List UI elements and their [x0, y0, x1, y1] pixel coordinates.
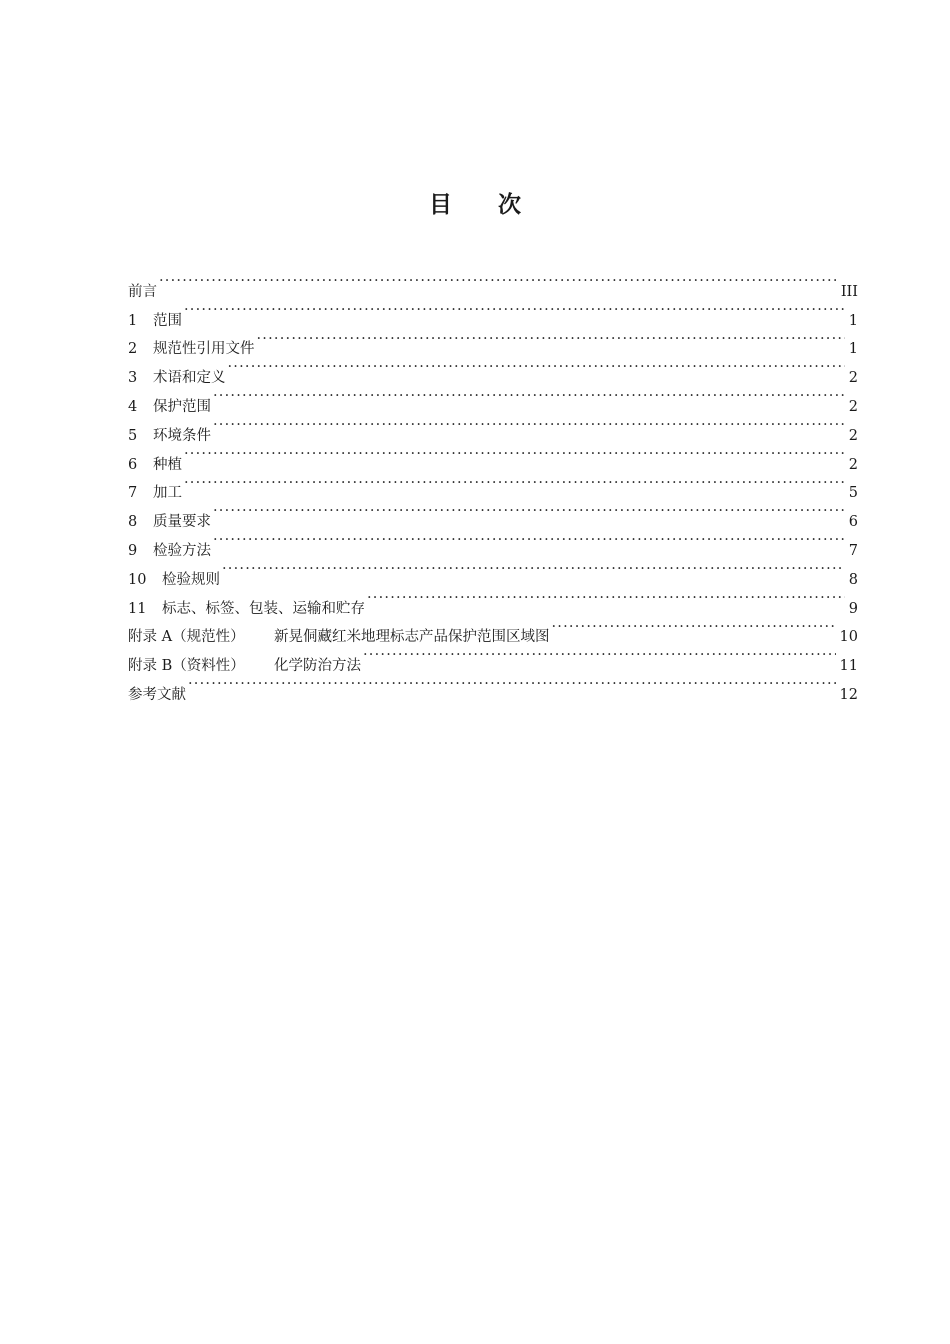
toc-page-number: 1: [848, 312, 858, 329]
toc-entry-label: 参考文献: [128, 686, 186, 703]
toc-entry-label: 标志、标签、包装、运输和贮存: [162, 600, 365, 617]
page-title: [0, 186, 950, 219]
toc-entry-number: 5: [128, 427, 138, 444]
toc-page-number: 2: [848, 427, 858, 444]
toc-entry-number: 3: [128, 370, 138, 387]
toc-leader-dots: [213, 526, 845, 555]
toc-entry-5[interactable]: [128, 411, 858, 444]
toc-page-number: 9: [848, 600, 858, 617]
toc-leader-dots: [367, 584, 845, 613]
toc-entry-foreword[interactable]: [128, 267, 858, 300]
toc-entry-number: 6: [128, 456, 138, 473]
toc-entry-number: 4: [128, 398, 138, 415]
toc-entry-4[interactable]: [128, 382, 858, 415]
toc-entry-label: 规范性引用文件: [153, 341, 255, 358]
toc-appendix-number: 附录 B（资料性）: [128, 658, 245, 675]
toc-entry-1[interactable]: [128, 296, 858, 329]
toc-entry-number: 11: [128, 600, 147, 617]
toc-entry-2[interactable]: [128, 325, 858, 358]
toc-entry-number: 9: [128, 542, 138, 559]
toc-entry-label: 检验方法: [153, 542, 211, 559]
toc-entry-label: 检验规则: [162, 571, 220, 588]
toc-entry-label: 质量要求: [153, 514, 211, 531]
toc-leader-dots: [184, 469, 845, 498]
toc-page-number: 2: [848, 398, 858, 415]
title-char-1: 目: [429, 192, 452, 218]
toc-entry-8[interactable]: [128, 497, 858, 531]
toc-entry-9[interactable]: [128, 526, 858, 559]
toc-leader-dots: [228, 353, 845, 382]
title-char-2: 次: [498, 192, 521, 218]
toc-entry-11[interactable]: [128, 584, 858, 617]
toc-entry-number: 1: [128, 312, 138, 329]
toc-entry-number: 8: [128, 514, 138, 531]
toc-entry-number: 7: [128, 485, 138, 502]
toc-entry-label: 保护范围: [153, 398, 211, 415]
toc-page-number: 2: [848, 456, 858, 473]
table-of-contents: [128, 267, 858, 703]
toc-entry-number: 10: [128, 571, 147, 588]
toc-page-number: 2: [848, 370, 858, 387]
toc-entry-7[interactable]: [128, 469, 858, 502]
toc-entry-number: 2: [128, 341, 138, 358]
toc-entry-label: 新晃侗藏红米地理标志产品保护范围区域图: [274, 629, 550, 646]
toc-appendix-number: 附录 A（规范性）: [128, 629, 245, 646]
toc-entry-label: 种植: [153, 456, 182, 473]
toc-leader-dots: [257, 325, 845, 354]
toc-entry-label: 前言: [128, 283, 157, 300]
toc-entry-10[interactable]: [128, 555, 858, 588]
toc-leader-dots: [222, 555, 845, 584]
toc-page-number: 1: [848, 341, 858, 358]
toc-leader-dots: [363, 641, 836, 670]
toc-entry-label: 环境条件: [153, 427, 211, 444]
toc-entry-references[interactable]: [128, 670, 858, 703]
toc-entry-6[interactable]: [128, 440, 858, 473]
toc-leader-dots: [213, 497, 845, 526]
toc-entry-label: 范围: [153, 312, 182, 329]
toc-leader-dots: [188, 670, 836, 699]
toc-entry-3[interactable]: [128, 353, 858, 387]
toc-leader-dots: [213, 411, 845, 440]
toc-page-number: 8: [848, 571, 858, 588]
toc-leader-dots: [552, 613, 836, 642]
toc-page-number: 7: [848, 542, 858, 559]
toc-page-number: III: [840, 283, 858, 300]
toc-leader-dots: [184, 440, 845, 469]
toc-entry-label: 化学防治方法: [274, 658, 361, 675]
toc-leader-dots: [159, 267, 836, 296]
toc-page-number: 10: [839, 629, 858, 646]
toc-page-number: 11: [839, 658, 858, 675]
toc-page-number: 5: [848, 485, 858, 502]
toc-page-number: 6: [848, 514, 858, 531]
toc-page-number: 12: [839, 686, 858, 703]
toc-entry-label: 加工: [153, 485, 182, 502]
toc-entry-label: 术语和定义: [153, 370, 226, 387]
toc-leader-dots: [184, 296, 845, 325]
toc-leader-dots: [213, 382, 845, 411]
